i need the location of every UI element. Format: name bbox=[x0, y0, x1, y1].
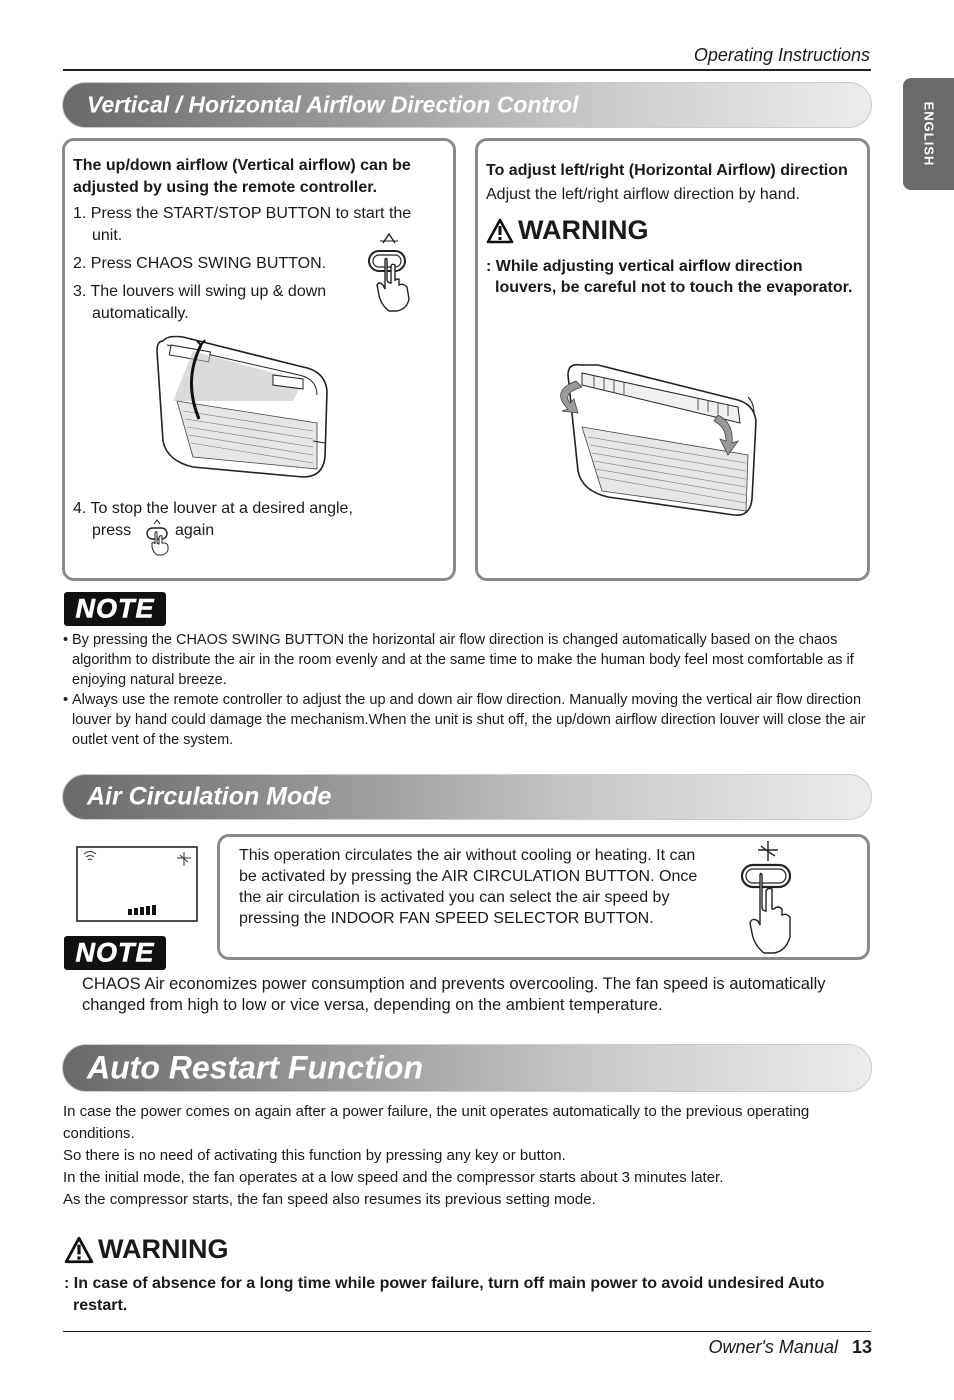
warning-triangle-icon bbox=[486, 218, 514, 244]
auto-restart-paragraph: In case the power comes on again after a power failure, the unit operates automatically to the previous operating conditions. bbox=[63, 1103, 810, 1142]
auto-restart-paragraph: In the initial mode, the fan operates at a low speed and the compressor starts about 3 minutes later. bbox=[63, 1169, 724, 1186]
horizontal-airflow-subtext: Adjust the left/right airflow direction by hand. bbox=[486, 186, 800, 203]
step-4-line1: 4. To stop the louver at a desired angle, bbox=[73, 500, 353, 517]
air-circulation-button-icon bbox=[732, 839, 802, 955]
page-number: 13 bbox=[851, 1337, 872, 1357]
bullet: • bbox=[63, 632, 69, 648]
note-item bbox=[63, 690, 869, 750]
warning-text-auto-restart: : In case of absence for a long time while power failure, turn off main power to avoid undesired Auto restart. bbox=[64, 1275, 825, 1314]
small-swing-button-icon bbox=[145, 518, 175, 556]
horizontal-airflow-heading: To adjust left/right (Horizontal Airflow) direction bbox=[486, 162, 848, 179]
chaos-swing-button-icon bbox=[363, 229, 429, 313]
footer-label: Owner's Manual bbox=[708, 1337, 838, 1357]
warning-label-auto-restart: WARNING bbox=[98, 1234, 229, 1264]
auto-restart-paragraph: As the compressor starts, the fan speed also resumes its previous setting mode. bbox=[63, 1191, 596, 1208]
vertical-airflow-intro: The up/down airflow (Vertical airflow) can be adjusted by using the remote controller. bbox=[73, 157, 411, 196]
air-circulation-text: This operation circulates the air without cooling or heating. It can be activated by pressing the AIR CIRCULATION BUTTON. Once the air circulation is activated you can select the air speed by pressing the INDOOR FAN SPEED SELECTOR BUTTON. bbox=[239, 847, 698, 927]
note-label-airflow: NOTE bbox=[75, 593, 155, 624]
note-text: Always use the remote controller to adjust the up and down air flow direction. Manually moving the vertical air flow direction louver by hand could damage the mechanism.When the unit is shut off, the up/down airflow direction louver will close the air outlet vent of the system. bbox=[72, 692, 866, 748]
section-banner-auto-restart bbox=[62, 1044, 872, 1092]
warning-label-airflow: WARNING bbox=[518, 215, 649, 245]
header-rule bbox=[63, 69, 871, 71]
language-tab bbox=[903, 78, 954, 190]
auto-restart-paragraph: So there is no need of activating this function by pressing any key or button. bbox=[63, 1147, 566, 1164]
auto-restart-paragraphs bbox=[63, 1101, 863, 1211]
step-4-press: press bbox=[92, 522, 132, 539]
footer-rule bbox=[63, 1331, 871, 1332]
note-list-airflow bbox=[63, 630, 869, 750]
section-title-air-circulation: Air Circulation Mode bbox=[87, 782, 332, 811]
section-banner-airflow bbox=[62, 82, 872, 128]
vertical-airflow-panel bbox=[62, 138, 456, 581]
indoor-unit-horizontal-adjust-illustration bbox=[538, 351, 768, 521]
note-label-air-circulation: NOTE bbox=[75, 937, 155, 968]
note-badge-air-circulation bbox=[64, 936, 166, 970]
air-circulation-panel bbox=[217, 834, 870, 960]
step-2: 2. Press CHAOS SWING BUTTON. bbox=[73, 255, 327, 272]
air-circulation-note-text: CHAOS Air economizes power consumption and prevents overcooling. The fan speed is automatically changed from high to low or vice versa, depending on the ambient temperature. bbox=[82, 975, 826, 1014]
note-item bbox=[63, 630, 869, 690]
bullet: • bbox=[63, 692, 69, 708]
section-title-airflow: Vertical / Horizontal Airflow Direction Control bbox=[87, 91, 579, 118]
header-title: Operating Instructions bbox=[693, 45, 870, 65]
indoor-unit-vertical-swing-illustration bbox=[153, 331, 343, 481]
step-1: 1. Press the START/STOP BUTTON to start the unit. bbox=[73, 205, 412, 244]
warning-heading-airflow bbox=[486, 215, 649, 246]
language-tab-label: ENGLISH bbox=[921, 101, 936, 167]
step-3: 3. The louvers will swing up & down automatically. bbox=[73, 283, 327, 322]
note-text: By pressing the CHAOS SWING BUTTON the horizontal air flow direction is changed automatically based on the chaos algorithm to distribute the air in the room evenly and at the same time to make the human body feel most comfortable as if enjoying natural breeze. bbox=[72, 632, 854, 688]
warning-text-airflow: : While adjusting vertical airflow direction louvers, be careful not to touch the evaporator. bbox=[486, 258, 853, 296]
indoor-unit-display-illustration bbox=[76, 846, 198, 922]
section-banner-air-circulation bbox=[62, 774, 872, 820]
warning-heading-auto-restart bbox=[64, 1234, 229, 1265]
section-title-auto-restart: Auto Restart Function bbox=[87, 1049, 423, 1086]
warning-triangle-icon bbox=[64, 1236, 94, 1264]
footer bbox=[708, 1337, 872, 1358]
note-badge-airflow bbox=[64, 592, 166, 626]
horizontal-airflow-panel bbox=[475, 138, 870, 581]
step-4-again: again bbox=[175, 522, 215, 539]
